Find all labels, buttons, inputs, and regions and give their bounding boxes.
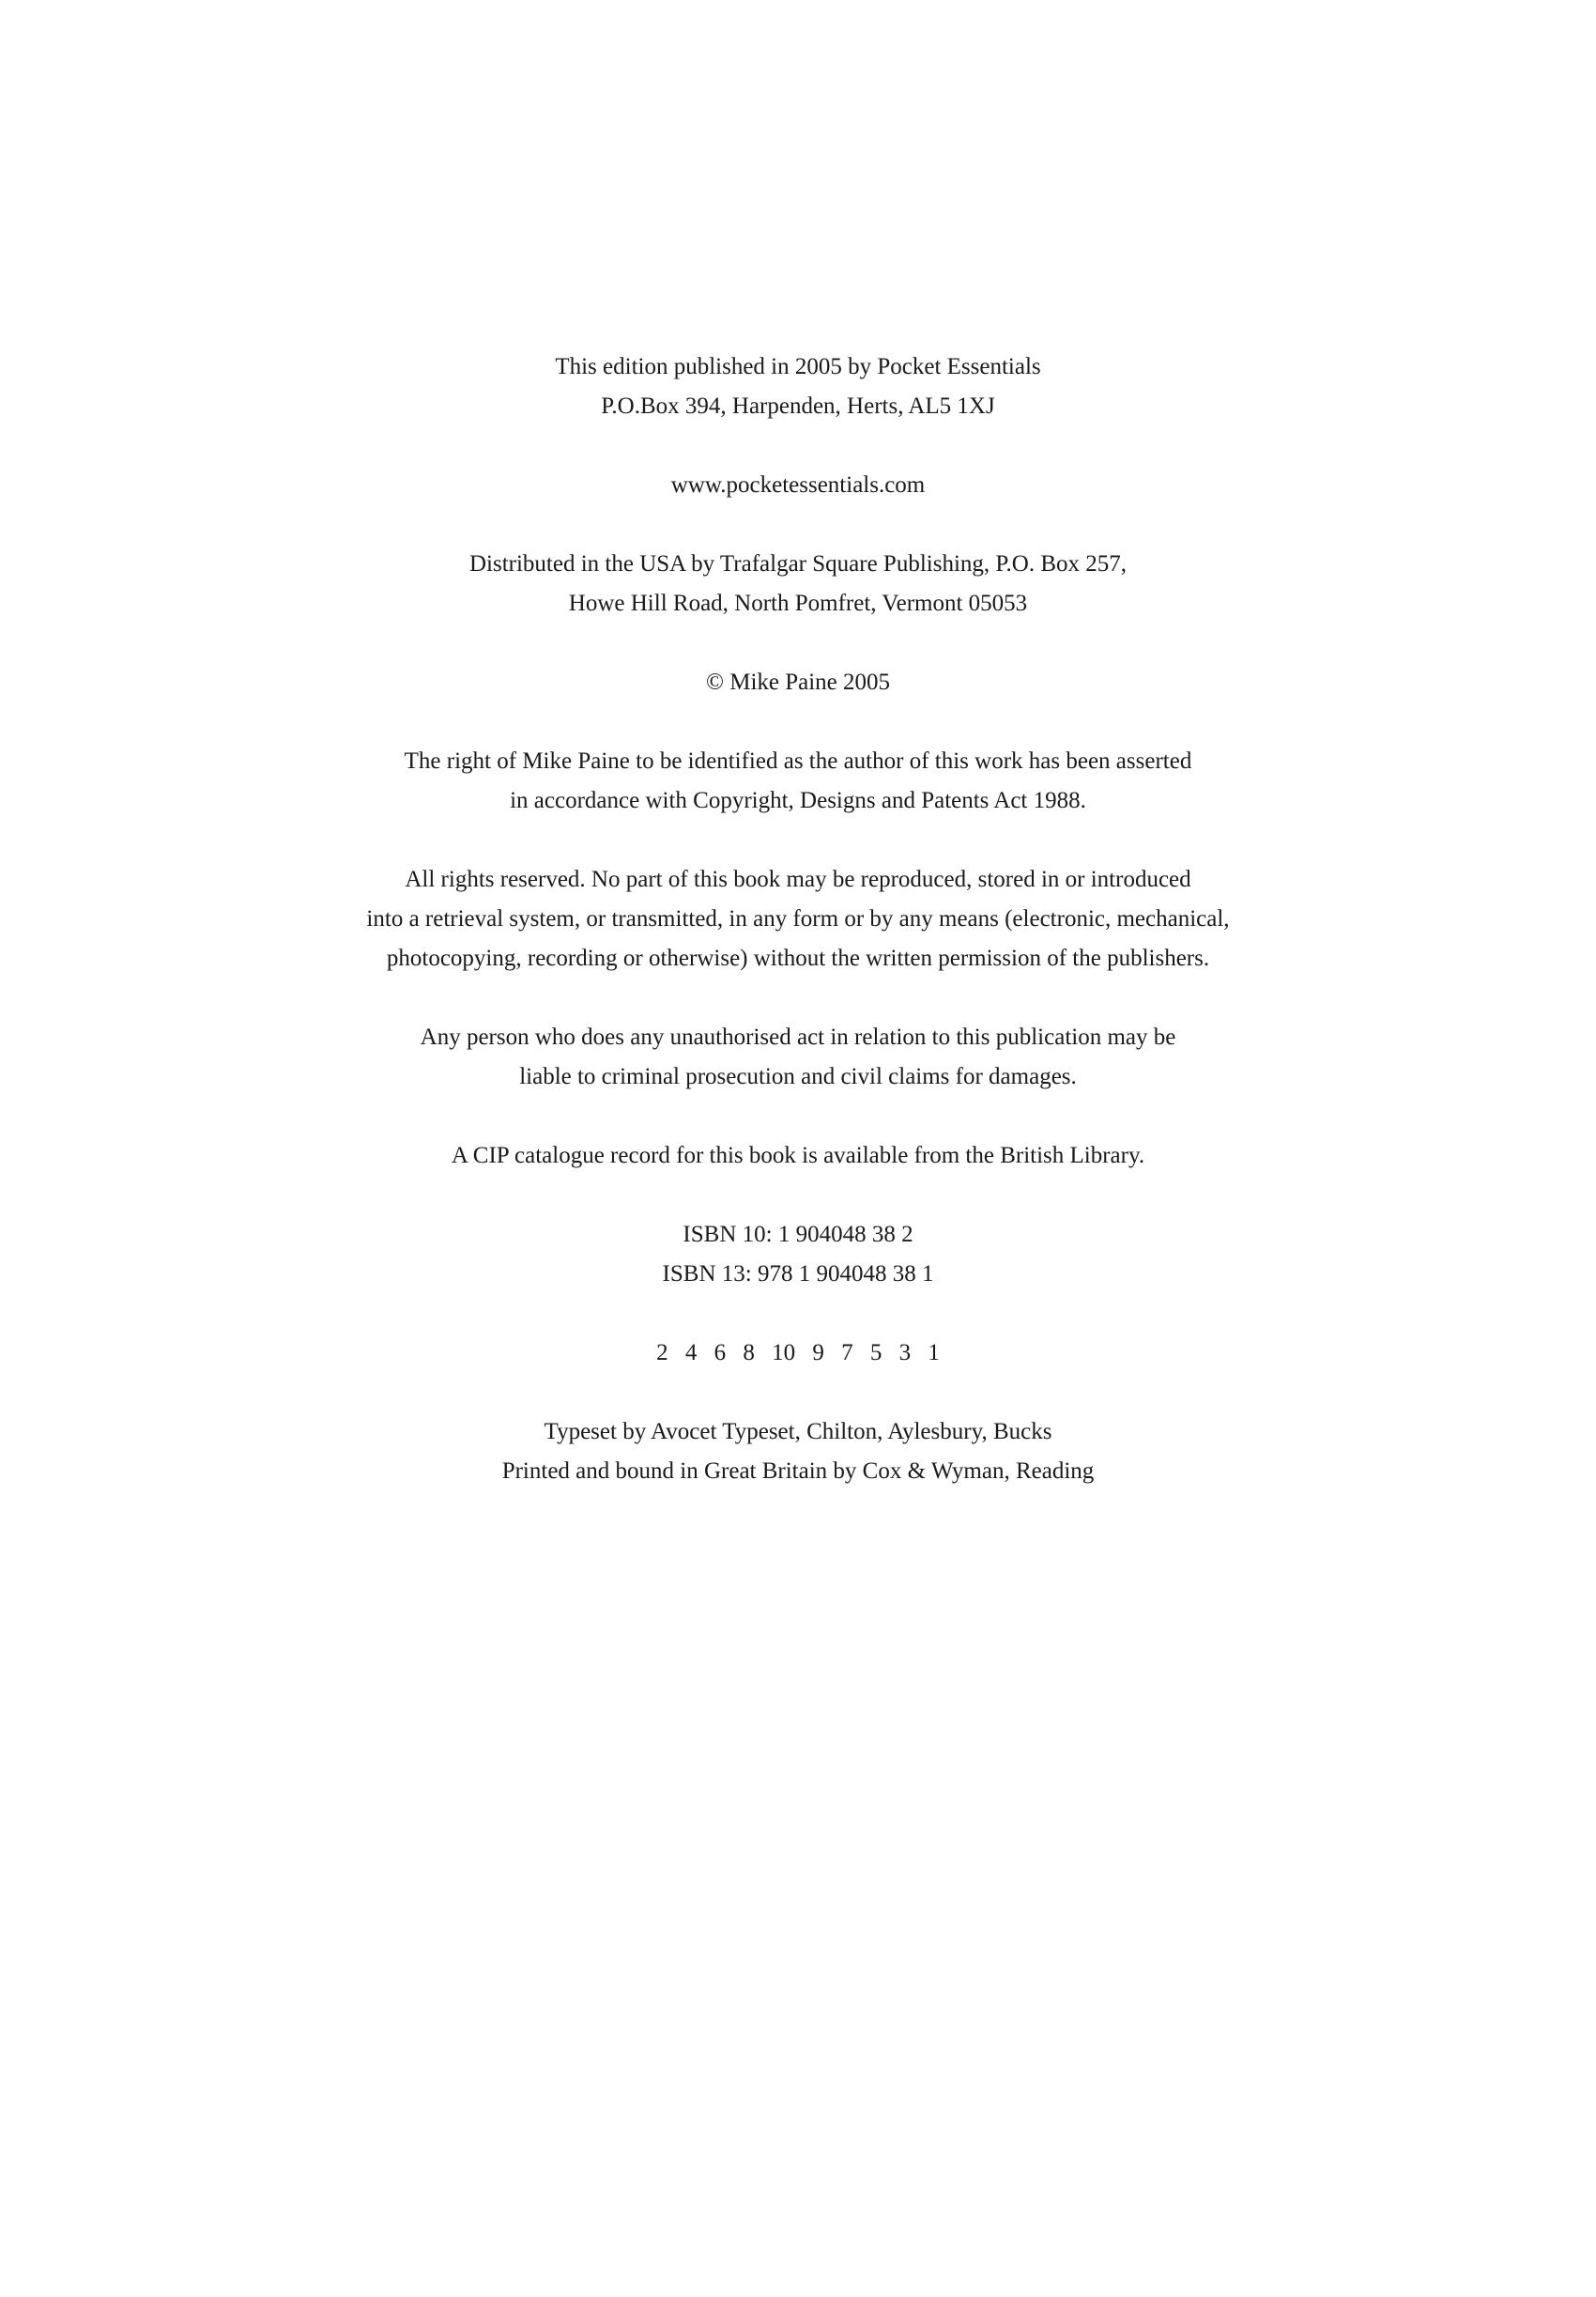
rights-reserved-block: [0, 860, 1596, 979]
print-line-block: [0, 1333, 1596, 1373]
distribution-block: [0, 545, 1596, 624]
copyright-block: [0, 663, 1596, 702]
isbn-10: ISBN 10: 1 904048 38 2: [683, 1222, 913, 1247]
publisher-block: [0, 347, 1596, 426]
website-url: www.pocketessentials.com: [670, 472, 926, 498]
moral-rights-line-1: The right of Mike Paine to be identified as the author of this work has been asserted: [404, 748, 1192, 774]
typeset-credit: Typeset by Avocet Typeset, Chilton, Aylesbury, Bucks: [544, 1419, 1052, 1444]
distribution-line-2: Howe Hill Road, North Pomfret, Vermont 05053: [568, 591, 1028, 616]
printer-key-number: 1: [928, 1340, 940, 1365]
publisher-edition-line: This edition published in 2005 by Pocket Essentials: [555, 354, 1041, 379]
liability-line-2: liable to criminal prosecution and civil claims for damages.: [519, 1064, 1077, 1089]
copyright-notice: © Mike Paine 2005: [705, 670, 891, 695]
rights-reserved-line-2: into a retrieval system, or transmitted, in any form or by any means (electronic, mechanical,: [366, 906, 1230, 932]
liability-line-1: Any person who does any unauthorised act in relation to this publication may be: [420, 1025, 1176, 1050]
printer-key-number: 3: [898, 1340, 912, 1365]
rights-reserved-line-3: photocopying, recording or otherwise) without the written permission of the publishers.: [386, 946, 1210, 971]
production-block: [0, 1412, 1596, 1491]
printer-key-number: 6: [714, 1340, 727, 1365]
printer-credit: Printed and bound in Great Britain by Cox & Wyman, Reading: [501, 1458, 1095, 1484]
isbn-13: ISBN 13: 978 1 904048 38 1: [662, 1261, 934, 1287]
publisher-address-line: P.O.Box 394, Harpenden, Herts, AL5 1XJ: [601, 393, 995, 419]
printer-key-number: 9: [812, 1340, 824, 1365]
printer-key-number: 5: [869, 1340, 882, 1365]
liability-block: [0, 1018, 1596, 1097]
printer-key-number: 4: [684, 1340, 698, 1365]
printer-key: [0, 1333, 1596, 1373]
cip-block: [0, 1136, 1596, 1176]
moral-rights-line-2: in accordance with Copyright, Designs and Patents Act 1988.: [510, 788, 1086, 813]
website-block: [0, 466, 1596, 505]
distribution-line-1: Distributed in the USA by Trafalgar Square Publishing, P.O. Box 257,: [468, 551, 1127, 577]
cip-notice: A CIP catalogue record for this book is available from the British Library.: [451, 1143, 1145, 1168]
imprint-text: [0, 347, 1596, 1531]
printer-key-number: 8: [743, 1340, 755, 1365]
printer-key-number: 10: [772, 1340, 796, 1365]
rights-reserved-line-1: All rights reserved. No part of this book may be reproduced, stored in or introduced: [405, 867, 1191, 892]
moral-rights-block: [0, 742, 1596, 821]
printer-key-number: 7: [841, 1340, 853, 1365]
isbn-block: [0, 1215, 1596, 1294]
printer-key-number: 2: [656, 1340, 668, 1365]
